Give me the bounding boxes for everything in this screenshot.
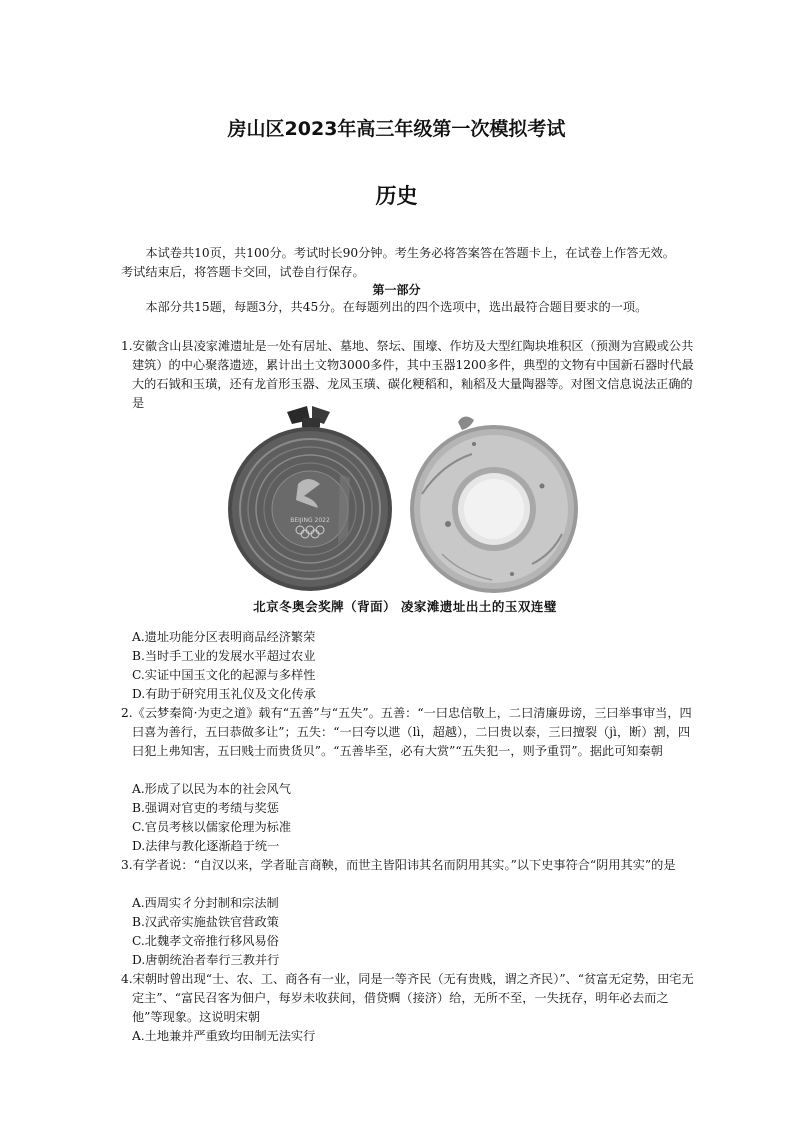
question-2-option-d: D.法律与教化逐渐趋于统一 bbox=[132, 839, 280, 853]
question-1-option-c: C.实证中国玉文化的起源与多样性 bbox=[132, 668, 316, 682]
question-3-option-b: B.汉武帝实施盐铁官营政策 bbox=[132, 915, 279, 929]
subject-title: 历史 bbox=[375, 184, 418, 208]
question-4-option-a: A.土地兼并严重致均田制无法实行 bbox=[132, 1029, 316, 1043]
question-2-option-c: C.官员考核以儒家伦理为标准 bbox=[132, 820, 292, 834]
question-1-option-a: A.遗址功能分区表明商品经济繁荣 bbox=[132, 630, 316, 644]
question-3-stem: 3.有学者说：“自汉以来，学者耻言商鞅，而世主皆阳讳其名而阴用其实。”以下史事符合“阴用其实”的是 bbox=[121, 858, 676, 872]
exam-title: 房山区2023年高三年级第一次模拟考试 bbox=[227, 118, 566, 140]
figure-caption: 北京冬奥会奖牌（背面） 凌家滩遗址出土的玉双连璧 bbox=[253, 599, 557, 614]
question-1-stem: 1.安徽含山县凌家滩遗址是一处有居址、墓地、祭坛、围壕、作坊及大型红陶块堆积区（预测为宫殿或公共建筑）的中心聚落遗迹，累计出土文物3000多件，其中玉器1200多件，典型的文物有中国新石器时代最大的石钺和玉璜，还有龙首形玉器、龙凤玉璜、碳化粳稻和，籼稻及大量陶器等。对图文信息说法正确的是 bbox=[121, 339, 694, 410]
question-1-option-b: B.当时手工业的发展水平超过农业 bbox=[132, 649, 316, 663]
part-instructions: 本部分共15题，每题3分，共45分。在每题列出的四个选项中，选出最符合题目要求的一项。 bbox=[145, 300, 648, 314]
question-1-option-d: D.有助于研究用玉礼仪及文化传承 bbox=[132, 687, 316, 701]
question-3-option-d: D.唐朝统治者奉行三教并行 bbox=[132, 953, 280, 967]
part-heading: 第一部分 bbox=[372, 283, 421, 297]
question-2-option-b: B.强调对官吏的考绩与奖惩 bbox=[132, 801, 279, 815]
question-3-option-c: C.北魏孝文帝推行移风易俗 bbox=[132, 934, 279, 948]
question-2-stem: 2.《云梦秦简·为吏之道》载有“五善”与“五失”。五善：“一曰忠信敬上，二曰清廉毋谤，三曰举事审当，四曰喜为善行，五曰恭做多让”；五失：“一曰夸以迣（lì，超越），二曰贵以泰，三曰擅裂（jì，断）割，四曰犯上弗知害，五曰贱士而贵货贝”。“五善毕至，必有大赏”“五失犯一，则予重罚”。据此可知秦朝 bbox=[121, 706, 692, 758]
question-2-option-a: A.形成了以民为本的社会风气 bbox=[132, 782, 291, 796]
question-3-option-a: A.西周实彳分封制和宗法制 bbox=[132, 896, 279, 910]
exam-instructions: 本试卷共10页，共100分。考试时长90分钟。考生务必将答案答在答题卡上，在试卷上作答无效。考试结束后，将答题卡交回，试卷自行保存。 bbox=[121, 246, 675, 279]
question-4-stem: 4.宋朝时曾出现“士、农、工、商各有一业，同是一等齐民（无有贵贱，谓之齐民）”、“贫富无定势，田宅无定主”、“富民召客为佃户，每岁未收获间，借贷赒（接济）给，无所不至，一失抚存，明年必去而之他”等现象。这说明宋朝 bbox=[121, 972, 694, 1024]
question-1-figure bbox=[212, 404, 598, 628]
medal-inscription: BEIJING 2022 bbox=[290, 517, 330, 524]
